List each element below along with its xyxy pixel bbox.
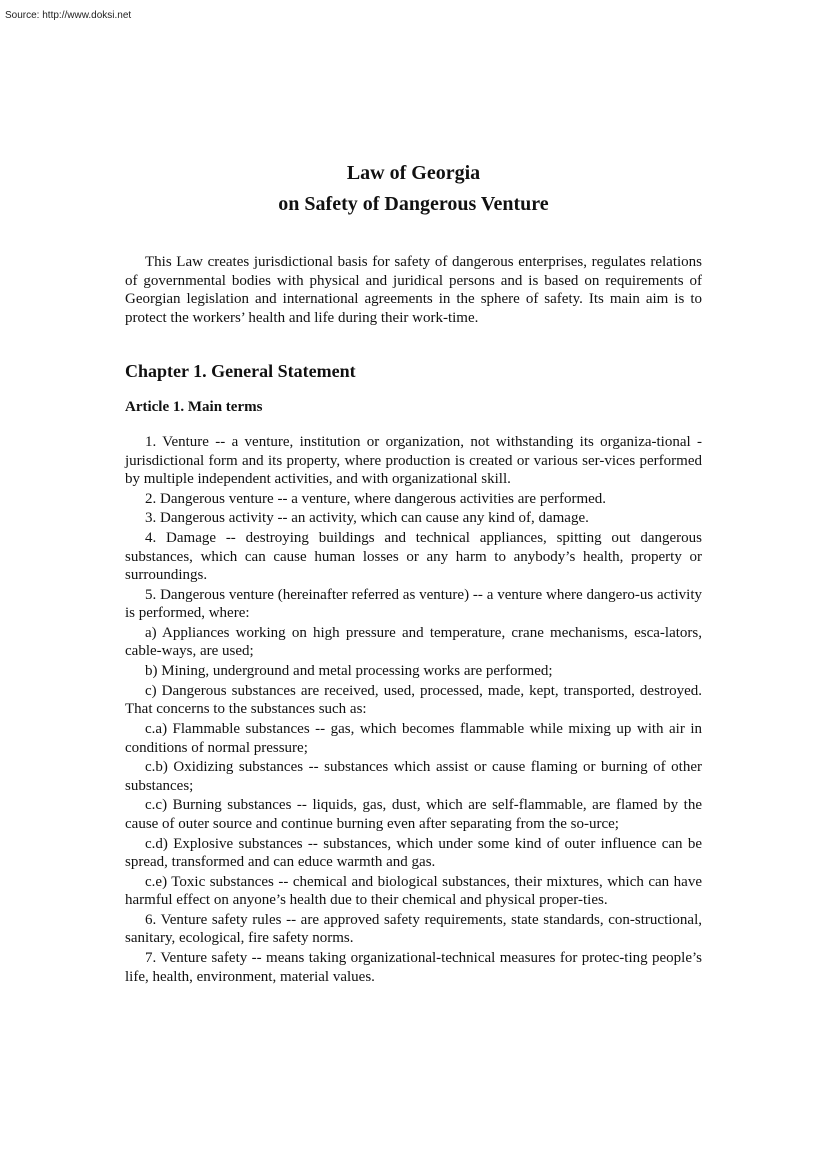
chapter-heading: Chapter 1. General Statement [125,361,356,381]
term-paragraph: c.b) Oxidizing substances -- substances which assist or cause flaming or burning of other substances; [125,759,702,794]
intro-paragraph: This Law creates jurisdictional basis for safety of dangerous enterprises, regulates relations of governmental bodies with physical and juridical persons and is based on requirements of Georgian legislation and international agreements in the sphere of safety. Its main aim is to protect the workers’ health and life during their work-time. [125,254,702,326]
term-paragraph: 5. Dangerous venture (hereinafter referred as venture) -- a venture where dangero-us activity is performed, where: [125,586,702,622]
document-title-line1: Law of Georgia [346,162,481,184]
term-paragraph: a) Appliances working on high pressure and temperature, crane mechanisms, esca-lators, cable-ways, are used; [125,624,702,660]
intro-section [125,253,702,327]
article-heading: Article 1. Main terms [125,399,263,415]
source-watermark[interactable]: Source: http://www.doksi.net [5,10,132,21]
term-paragraph: c) Dangerous substances are received, used, processed, made, kept, transported, destroyed. That concerns to the substances such as: [125,682,702,718]
article-body [125,433,702,986]
term-paragraph: 2. Dangerous venture -- a venture, where dangerous activities are performed. [145,490,607,507]
term-paragraph: 3. Dangerous activity -- an activity, which can cause any kind of, damage. [145,510,589,527]
document-title-line2: on Safety of Dangerous Venture [278,193,549,215]
term-paragraph: 1. Venture -- a venture, institution or organization, not withstanding its organiza-tional -jurisdictional form and its property, where production is created or various ser-vices performed by multiple independent activities, and with organizational skill. [125,434,702,487]
term-paragraph: b) Mining, underground and metal processing works are performed; [145,663,553,680]
term-paragraph: 6. Venture safety rules -- are approved safety requirements, state standards, con-structional, sanitary, ecological, fire safety norms. [125,911,702,947]
term-paragraph: 7. Venture safety -- means taking organizational-technical measures for protec-ting people’s life, health, environment, material values. [125,950,702,985]
term-paragraph: c.a) Flammable substances -- gas, which becomes flammable while mixing up with air in conditions of normal pressure; [125,721,702,756]
term-paragraph: c.d) Explosive substances -- substances, which under some kind of outer influence can be spread, transformed and can educe warmth and gas. [125,835,702,871]
term-paragraph: c.c) Burning substances -- liquids, gas, dust, which are self-flammable, are flamed by the cause of outer source and continue burning even after separating from the so-urce; [125,797,702,832]
term-paragraph: c.e) Toxic substances -- chemical and biological substances, their mixtures, which can have harmful effect on anyone’s health due to their chemical and physical proper-ties. [125,873,702,909]
term-paragraph: 4. Damage -- destroying buildings and technical appliances, spitting out dangerous substances, which can cause human losses or any harm to anybody’s health, property or surroundings. [125,530,702,584]
